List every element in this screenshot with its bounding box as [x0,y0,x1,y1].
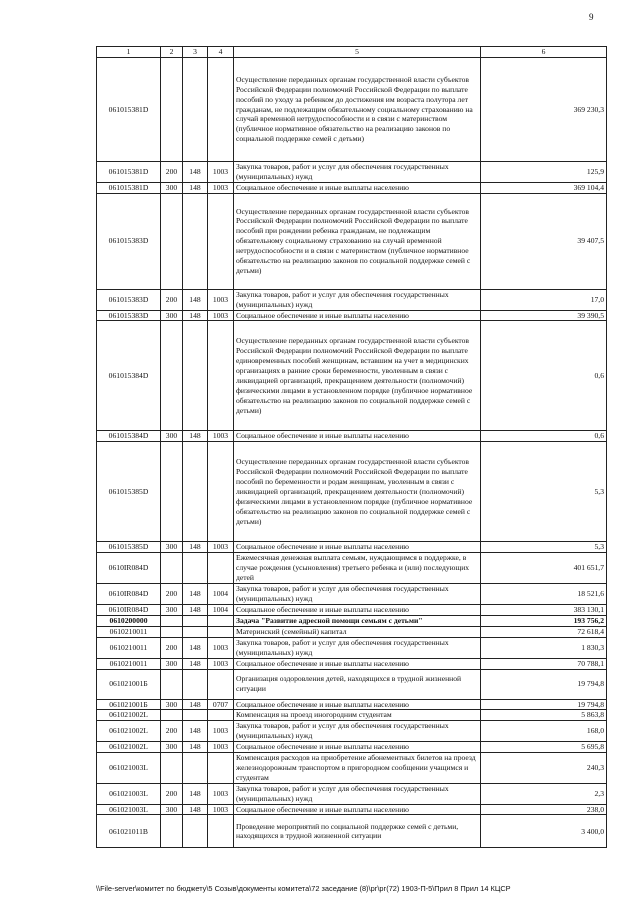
col3-cell [183,815,208,848]
description-cell: Проведение мероприятий по социальной поддержке семей с детьми, находящихся в трудной жизненной ситуации [234,815,481,848]
col2-cell: 300 [161,182,183,193]
col2-cell: 200 [161,637,183,658]
table-row [97,699,607,710]
description-cell: Социальное обеспечение и иные выплаты населению [234,605,481,616]
code-cell: 061015381D [97,162,161,183]
col2-cell [161,815,183,848]
amount-cell: 240,3 [481,753,607,784]
table-row [97,553,607,584]
code-cell: 061021001Б [97,669,161,699]
table-header-row [97,47,607,58]
description-cell: Осуществление переданных органам государственной власти субъектов Российской Федерации полномочий Российской Федерации по выплате пособий по беременности и родам женщинам, уволенным в связи с ликвидацией организаций, прекращением деятельности (полномочий) физическими лицами в установленном порядке (публичное нормативное обязательство на реализацию законов по социальной поддержке семей с детьми) [234,442,481,542]
col2-cell [161,626,183,637]
amount-cell: 5,3 [481,442,607,542]
amount-cell: 39 390,5 [481,310,607,321]
description-cell: Материнский (семейный) капитал [234,626,481,637]
file-path-footer: \\File-server\комитет по бюджету\5 Созыв\документы комитета\72 заседание (8)\рг\рг(72) 1903-П-5\Прил 8 Прил 14 КЦСР [96,884,511,893]
description-cell: Социальное обеспечение и иные выплаты населению [234,804,481,815]
code-cell: 061015383D [97,310,161,321]
col2-cell: 200 [161,162,183,183]
header-col-2: 2 [161,47,183,58]
description-cell: Осуществление переданных органам государственной власти субъектов Российской Федерации полномочий Российской Федерации по выплате пособий по уходу за ребенком до достижения им возраста полутора лет гражданам, не подлежащим обязательному социальному страхованию на случай временной нетрудоспособности и в связи с материнством (публичное нормативное обязательство на реализацию законов по социальной поддержке семей с детьми) [234,58,481,162]
table-row [97,626,607,637]
description-cell: Организация оздоровления детей, находящихся в трудной жизненной ситуации [234,669,481,699]
code-cell: 061021011B [97,815,161,848]
amount-cell: 19 794,8 [481,669,607,699]
col4-cell: 0707 [208,699,234,710]
table-row [97,783,607,804]
code-cell: 061015385D [97,542,161,553]
col3-cell: 148 [183,542,208,553]
amount-cell: 2,3 [481,783,607,804]
description-cell: Закупка товаров, работ и услуг для обеспечения государственных (муниципальных) нужд [234,637,481,658]
amount-cell: 5 695,8 [481,742,607,753]
code-cell: 061015384D [97,321,161,431]
col3-cell: 148 [183,783,208,804]
table-row [97,193,607,289]
col2-cell [161,321,183,431]
page-number: 9 [589,12,594,22]
code-cell: 061021002L [97,721,161,742]
col3-cell: 148 [183,289,208,310]
col2-cell [161,615,183,626]
col4-cell: 1003 [208,637,234,658]
col3-cell [183,553,208,584]
table-row [97,742,607,753]
col4-cell: 1003 [208,310,234,321]
header-col-6: 6 [481,47,607,58]
amount-cell: 0,6 [481,321,607,431]
table-row [97,615,607,626]
col3-cell: 148 [183,584,208,605]
amount-cell: 39 407,5 [481,193,607,289]
description-cell: Закупка товаров, работ и услуг для обеспечения государственных (муниципальных) нужд [234,289,481,310]
col4-cell: 1003 [208,542,234,553]
table-row [97,815,607,848]
code-cell: 0610IR084D [97,553,161,584]
col3-cell: 148 [183,162,208,183]
description-cell: Задача "Развитие адресной помощи семьям с детьми" [234,615,481,626]
col4-cell: 1003 [208,742,234,753]
description-cell: Социальное обеспечение и иные выплаты населению [234,431,481,442]
col3-cell [183,193,208,289]
amount-cell: 17,0 [481,289,607,310]
col2-cell [161,553,183,584]
col4-cell: 1003 [208,658,234,669]
col2-cell: 300 [161,431,183,442]
table-row [97,753,607,784]
amount-cell: 18 521,6 [481,584,607,605]
description-cell: Закупка товаров, работ и услуг для обеспечения государственных (муниципальных) нужд [234,783,481,804]
col3-cell [183,442,208,542]
amount-cell: 5,3 [481,542,607,553]
col3-cell [183,58,208,162]
col2-cell: 300 [161,542,183,553]
code-cell: 0610210011 [97,626,161,637]
col4-cell [208,193,234,289]
table-row [97,58,607,162]
code-cell: 0610210011 [97,658,161,669]
col3-cell: 148 [183,431,208,442]
col4-cell [208,815,234,848]
header-col-1: 1 [97,47,161,58]
code-cell: 061021003L [97,753,161,784]
col2-cell: 300 [161,310,183,321]
code-cell: 061015383D [97,193,161,289]
amount-cell: 0,6 [481,431,607,442]
amount-cell: 70 788,1 [481,658,607,669]
col4-cell [208,553,234,584]
col4-cell [208,753,234,784]
budget-table [96,46,607,848]
col3-cell: 148 [183,605,208,616]
col4-cell: 1003 [208,162,234,183]
description-cell: Закупка товаров, работ и услуг для обеспечения государственных (муниципальных) нужд [234,162,481,183]
table-row [97,710,607,721]
header-col-5: 5 [234,47,481,58]
code-cell: 0610200000 [97,615,161,626]
description-cell: Закупка товаров, работ и услуг для обеспечения государственных (муниципальных) нужд [234,721,481,742]
description-cell: Социальное обеспечение и иные выплаты населению [234,310,481,321]
code-cell: 0610IR084D [97,584,161,605]
col4-cell: 1004 [208,584,234,605]
table-row [97,584,607,605]
col4-cell: 1003 [208,182,234,193]
col2-cell: 300 [161,658,183,669]
table-row [97,442,607,542]
code-cell: 061015383D [97,289,161,310]
col4-cell [208,58,234,162]
code-cell: 061015381D [97,58,161,162]
col2-cell [161,710,183,721]
col3-cell: 148 [183,721,208,742]
table-row [97,658,607,669]
col4-cell: 1003 [208,431,234,442]
header-col-4: 4 [208,47,234,58]
col4-cell: 1003 [208,783,234,804]
col2-cell [161,442,183,542]
table-row [97,321,607,431]
amount-cell: 3 400,0 [481,815,607,848]
amount-cell: 401 651,7 [481,553,607,584]
amount-cell: 168,0 [481,721,607,742]
description-cell: Социальное обеспечение и иные выплаты населению [234,182,481,193]
code-cell: 061021002L [97,710,161,721]
amount-cell: 193 756,2 [481,615,607,626]
amount-cell: 383 130,1 [481,605,607,616]
description-cell: Осуществление переданных органам государственной власти субъектов Российской Федерации полномочий Российской Федерации по выплате единовременных пособий женщинам, вставшим на учет в медицинских организациях в ранние сроки беременности, уволенным в связи с ликвидацией организаций, прекращением деятельности (полномочий) физическими лицами в установленном порядке (публичное нормативное обязательство на реализацию законов по социальной поддержке семей с детьми) [234,321,481,431]
amount-cell: 238,0 [481,804,607,815]
code-cell: 061015384D [97,431,161,442]
col4-cell [208,710,234,721]
amount-cell: 369 230,3 [481,58,607,162]
description-cell: Компенсация на проезд иногородним студентам [234,710,481,721]
code-cell: 061021002L [97,742,161,753]
code-cell: 061021003L [97,783,161,804]
col3-cell: 148 [183,182,208,193]
col3-cell [183,753,208,784]
code-cell: 0610IR084D [97,605,161,616]
col2-cell: 200 [161,721,183,742]
col4-cell [208,442,234,542]
col4-cell: 1003 [208,289,234,310]
description-cell: Компенсация расходов на приобретение абонементных билетов на проезд железнодорожным транспортом в пригородном сообщении учащимся и студентам [234,753,481,784]
col2-cell: 200 [161,289,183,310]
col3-cell [183,710,208,721]
table-row [97,162,607,183]
description-cell: Социальное обеспечение и иные выплаты населению [234,658,481,669]
header-col-3: 3 [183,47,208,58]
code-cell: 061021003L [97,804,161,815]
col2-cell: 300 [161,699,183,710]
col4-cell [208,669,234,699]
amount-cell: 125,9 [481,162,607,183]
table-row [97,637,607,658]
col2-cell [161,193,183,289]
col4-cell [208,615,234,626]
col3-cell: 148 [183,742,208,753]
col3-cell: 148 [183,658,208,669]
col3-cell: 148 [183,699,208,710]
table-row [97,804,607,815]
amount-cell: 369 104,4 [481,182,607,193]
col4-cell: 1004 [208,605,234,616]
col3-cell [183,669,208,699]
table-row [97,605,607,616]
col3-cell [183,626,208,637]
col2-cell [161,58,183,162]
table-row [97,669,607,699]
table-row [97,182,607,193]
table-row [97,542,607,553]
amount-cell: 72 618,4 [481,626,607,637]
description-cell: Социальное обеспечение и иные выплаты населению [234,742,481,753]
col2-cell: 200 [161,584,183,605]
amount-cell: 5 863,8 [481,710,607,721]
col2-cell [161,669,183,699]
amount-cell: 1 830,3 [481,637,607,658]
col3-cell [183,321,208,431]
table-row [97,310,607,321]
col4-cell: 1003 [208,721,234,742]
description-cell: Ежемесячная денежная выплата семьям, нуждающимся в поддержке, в случае рождения (усыновления) третьего ребенка и (или) последующих детей [234,553,481,584]
code-cell: 061015385D [97,442,161,542]
col2-cell: 300 [161,605,183,616]
code-cell: 061021001Б [97,699,161,710]
col3-cell [183,615,208,626]
code-cell: 0610210011 [97,637,161,658]
col4-cell [208,626,234,637]
description-cell: Социальное обеспечение и иные выплаты населению [234,699,481,710]
col2-cell: 300 [161,804,183,815]
amount-cell: 19 794,8 [481,699,607,710]
table-body [97,58,607,848]
table-row [97,431,607,442]
code-cell: 061015381D [97,182,161,193]
col2-cell [161,753,183,784]
col4-cell [208,321,234,431]
description-cell: Осуществление переданных органам государственной власти субъектов Российской Федерации полномочий Российской Федерации по выплате пособий при рождении ребенка гражданам, не подлежащим обязательному социальному страхованию на случай временной нетрудоспособности и в связи с материнством (публичное нормативное обязательство на реализацию законов по социальной поддержке семей с детьми) [234,193,481,289]
table-row [97,289,607,310]
description-cell: Социальное обеспечение и иные выплаты населению [234,542,481,553]
col4-cell: 1003 [208,804,234,815]
col3-cell: 148 [183,310,208,321]
col2-cell: 300 [161,742,183,753]
col3-cell: 148 [183,637,208,658]
description-cell: Закупка товаров, работ и услуг для обеспечения государственных (муниципальных) нужд [234,584,481,605]
col2-cell: 200 [161,783,183,804]
table-row [97,721,607,742]
col3-cell: 148 [183,804,208,815]
